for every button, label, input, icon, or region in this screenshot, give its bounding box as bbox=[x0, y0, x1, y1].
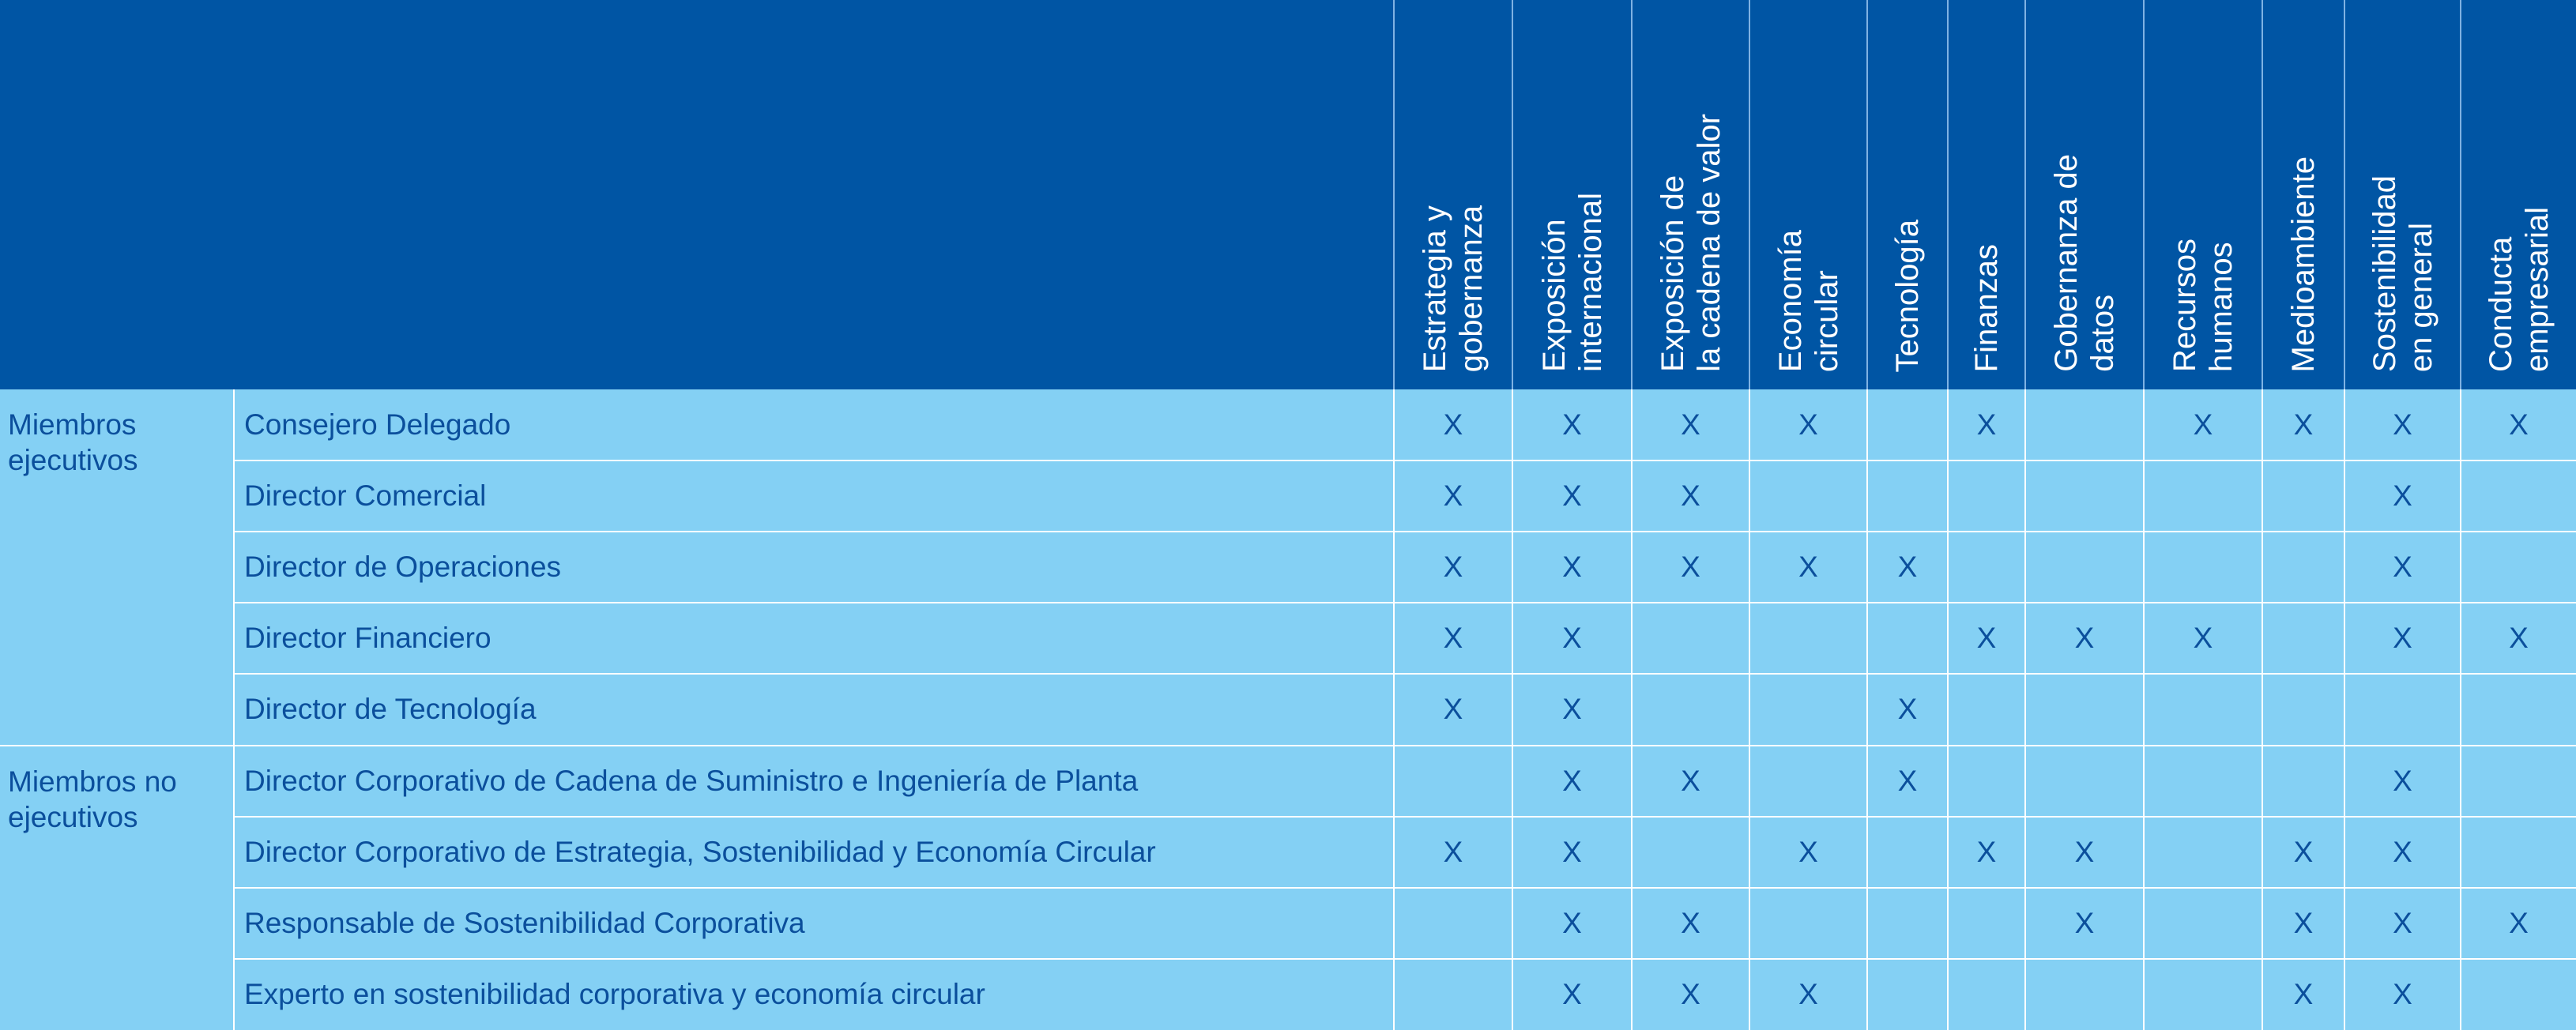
competency-cell bbox=[2461, 959, 2576, 1030]
competency-cell bbox=[2461, 389, 2576, 460]
competency-mark: X bbox=[1562, 764, 1582, 797]
column-header-label: Sostenibilidad en general bbox=[2367, 175, 2439, 372]
competency-cell bbox=[2344, 389, 2461, 460]
competency-cell bbox=[1512, 460, 1632, 532]
competency-cell bbox=[2025, 817, 2144, 888]
competency-cell bbox=[1394, 532, 1512, 603]
competency-cell bbox=[2262, 674, 2344, 745]
competency-cell bbox=[1948, 817, 2025, 888]
competency-cell bbox=[1948, 959, 2025, 1030]
column-header-label: Conducta empresarial bbox=[2483, 207, 2555, 372]
competency-cell bbox=[2344, 674, 2461, 745]
competency-cell bbox=[1632, 817, 1749, 888]
competency-cell bbox=[2025, 674, 2144, 745]
competency-cell bbox=[1512, 389, 1632, 460]
competency-mark: X bbox=[2393, 622, 2412, 655]
competency-cell bbox=[1394, 603, 1512, 674]
role-name: Director Corporativo de Cadena de Suministro e Ingeniería de Planta bbox=[234, 746, 1394, 817]
column-header bbox=[1394, 0, 1512, 389]
competency-mark: X bbox=[2074, 622, 2095, 655]
competency-cell bbox=[1867, 532, 1948, 603]
competency-cell bbox=[2461, 746, 2576, 817]
competency-mark: X bbox=[1562, 835, 1582, 868]
column-header-label: Tecnología bbox=[1890, 219, 1925, 372]
competency-cell bbox=[2344, 959, 2461, 1030]
competency-cell bbox=[1867, 746, 1948, 817]
competency-cell bbox=[2461, 603, 2576, 674]
competency-cell bbox=[2025, 389, 2144, 460]
competency-cell bbox=[1867, 888, 1948, 959]
competency-mark: X bbox=[1443, 835, 1463, 868]
competency-cell bbox=[2144, 959, 2262, 1030]
competency-cell bbox=[1749, 817, 1867, 888]
column-header bbox=[2025, 0, 2144, 389]
column-header-label: Economía circular bbox=[1772, 229, 1844, 372]
competency-cell bbox=[1867, 817, 1948, 888]
competency-cell bbox=[1867, 460, 1948, 532]
table-row bbox=[0, 389, 2576, 460]
competency-cell bbox=[1512, 817, 1632, 888]
competency-mark: X bbox=[1562, 551, 1582, 584]
role-name: Consejero Delegado bbox=[234, 389, 1394, 460]
competency-cell bbox=[1394, 460, 1512, 532]
competency-cell bbox=[1394, 888, 1512, 959]
competency-mark: X bbox=[2074, 906, 2095, 939]
competency-cell bbox=[1512, 746, 1632, 817]
column-header-label: Estrategia y gobernanza bbox=[1418, 205, 1489, 372]
competency-cell bbox=[1948, 746, 2025, 817]
competency-cell bbox=[2025, 746, 2144, 817]
competency-mark: X bbox=[2509, 622, 2529, 655]
competency-cell bbox=[2144, 389, 2262, 460]
competency-cell bbox=[1948, 532, 2025, 603]
column-header bbox=[2344, 0, 2461, 389]
competency-cell bbox=[2344, 532, 2461, 603]
competency-cell bbox=[1394, 746, 1512, 817]
competency-mark: X bbox=[1976, 408, 1997, 441]
competency-cell bbox=[1867, 603, 1948, 674]
competency-mark: X bbox=[1681, 408, 1700, 441]
competency-mark: X bbox=[1562, 978, 1582, 1011]
competency-cell bbox=[2461, 460, 2576, 532]
competency-cell bbox=[2262, 532, 2344, 603]
competency-mark: X bbox=[1443, 408, 1463, 441]
role-name: Director Financiero bbox=[234, 603, 1394, 674]
competency-cell bbox=[2144, 603, 2262, 674]
competency-cell bbox=[2344, 746, 2461, 817]
competency-mark: X bbox=[1897, 693, 1918, 726]
competency-cell bbox=[1632, 746, 1749, 817]
competency-mark: X bbox=[2393, 408, 2412, 441]
competency-cell bbox=[2144, 532, 2262, 603]
competency-cell bbox=[1632, 674, 1749, 745]
competency-mark: X bbox=[1681, 551, 1700, 584]
competency-cell bbox=[1948, 389, 2025, 460]
competency-mark: X bbox=[2393, 479, 2412, 513]
competency-cell bbox=[2461, 817, 2576, 888]
competency-cell bbox=[1632, 460, 1749, 532]
competency-cell bbox=[1948, 674, 2025, 745]
competency-mark: X bbox=[1897, 764, 1918, 797]
group-label-text: Miembros no ejecutivos bbox=[8, 765, 177, 833]
role-name: Responsable de Sostenibilidad Corporativa bbox=[234, 888, 1394, 959]
competency-cell bbox=[1749, 888, 1867, 959]
competency-mark: X bbox=[1798, 551, 1818, 584]
competency-mark: X bbox=[1443, 622, 1463, 655]
competency-mark: X bbox=[1681, 479, 1700, 513]
role-name: Director de Operaciones bbox=[234, 532, 1394, 603]
column-header-label: Exposición de la cadena de valor bbox=[1655, 114, 1727, 372]
competency-mark: X bbox=[2393, 978, 2412, 1011]
competency-cell bbox=[1512, 603, 1632, 674]
competency-mark: X bbox=[1681, 764, 1700, 797]
header-blank-area bbox=[0, 0, 1394, 389]
competency-cell bbox=[2025, 460, 2144, 532]
competency-cell bbox=[1948, 603, 2025, 674]
competency-cell bbox=[1749, 603, 1867, 674]
competency-mark: X bbox=[2393, 906, 2412, 939]
competency-cell bbox=[2262, 389, 2344, 460]
competency-cell bbox=[1749, 746, 1867, 817]
column-header bbox=[1512, 0, 1632, 389]
column-header bbox=[1749, 0, 1867, 389]
competency-cell bbox=[2144, 817, 2262, 888]
competency-cell bbox=[1394, 389, 1512, 460]
competency-cell bbox=[2262, 817, 2344, 888]
competency-cell bbox=[2025, 532, 2144, 603]
competency-mark: X bbox=[2393, 551, 2412, 584]
competency-cell bbox=[2262, 603, 2344, 674]
competency-mark: X bbox=[1897, 551, 1918, 584]
competency-cell bbox=[1948, 460, 2025, 532]
column-header-label: Exposición internacional bbox=[1536, 193, 1608, 372]
group-label bbox=[0, 389, 234, 746]
competency-mark: X bbox=[1681, 978, 1700, 1011]
competency-cell bbox=[1512, 959, 1632, 1030]
competency-cell bbox=[2344, 460, 2461, 532]
competency-mark: X bbox=[1562, 479, 1582, 513]
competency-cell bbox=[2262, 460, 2344, 532]
competency-mark: X bbox=[2393, 835, 2412, 868]
competency-cell bbox=[1394, 959, 1512, 1030]
table-row bbox=[0, 603, 2576, 674]
competency-mark: X bbox=[2393, 764, 2412, 797]
competency-cell bbox=[2461, 674, 2576, 745]
role-name: Director Corporativo de Estrategia, Sostenibilidad y Economía Circular bbox=[234, 817, 1394, 888]
column-header-label: Recursos humanos bbox=[2167, 239, 2239, 372]
competency-mark: X bbox=[1798, 408, 1818, 441]
competency-cell bbox=[1867, 674, 1948, 745]
competency-cell bbox=[2262, 888, 2344, 959]
competency-cell bbox=[1749, 674, 1867, 745]
competency-cell bbox=[1632, 959, 1749, 1030]
competency-mark: X bbox=[1681, 906, 1700, 939]
competency-mark: X bbox=[1562, 906, 1582, 939]
group-label bbox=[0, 746, 234, 1030]
competency-cell bbox=[1512, 888, 1632, 959]
competency-cell bbox=[2144, 746, 2262, 817]
competency-mark: X bbox=[1562, 693, 1582, 726]
competency-mark: X bbox=[2193, 408, 2213, 441]
competency-cell bbox=[2144, 674, 2262, 745]
competency-cell bbox=[1749, 532, 1867, 603]
column-header-label: Medioambiente bbox=[2286, 156, 2321, 372]
competency-cell bbox=[1948, 888, 2025, 959]
column-header bbox=[2461, 0, 2576, 389]
table-row bbox=[0, 674, 2576, 745]
column-header bbox=[1632, 0, 1749, 389]
competency-cell bbox=[1394, 817, 1512, 888]
competency-cell bbox=[1867, 959, 1948, 1030]
column-header bbox=[2262, 0, 2344, 389]
column-header-label: Gobernanza de datos bbox=[2049, 154, 2120, 372]
column-header bbox=[1867, 0, 1948, 389]
competency-mark: X bbox=[1798, 978, 1818, 1011]
competency-mark: X bbox=[1798, 835, 1818, 868]
competency-cell bbox=[1632, 389, 1749, 460]
competency-cell bbox=[2025, 888, 2144, 959]
column-header bbox=[2144, 0, 2262, 389]
competency-cell bbox=[1512, 532, 1632, 603]
table-row bbox=[0, 532, 2576, 603]
competency-mark: X bbox=[2193, 622, 2213, 655]
header-row bbox=[0, 0, 2576, 389]
role-name: Director de Tecnología bbox=[234, 674, 1394, 745]
competency-mark: X bbox=[1976, 622, 1997, 655]
competency-cell bbox=[1749, 959, 1867, 1030]
role-name: Experto en sostenibilidad corporativa y economía circular bbox=[234, 959, 1394, 1030]
competency-mark: X bbox=[2293, 906, 2314, 939]
competency-mark: X bbox=[1562, 408, 1582, 441]
competency-cell bbox=[1632, 888, 1749, 959]
table-row bbox=[0, 746, 2576, 817]
competency-mark: X bbox=[2293, 408, 2314, 441]
competency-mark: X bbox=[1976, 835, 1997, 868]
group-label-text: Miembros ejecutivos bbox=[8, 408, 138, 476]
competency-cell bbox=[1749, 389, 1867, 460]
competency-cell bbox=[1394, 674, 1512, 745]
competency-cell bbox=[2144, 460, 2262, 532]
competency-cell bbox=[1749, 460, 1867, 532]
competency-mark: X bbox=[1443, 551, 1463, 584]
competency-cell bbox=[2144, 888, 2262, 959]
table-row bbox=[0, 888, 2576, 959]
competency-cell bbox=[2461, 888, 2576, 959]
table-row bbox=[0, 959, 2576, 1030]
column-header bbox=[1948, 0, 2025, 389]
competency-mark: X bbox=[1562, 622, 1582, 655]
column-header-label: Finanzas bbox=[1969, 243, 2004, 372]
competency-mark: X bbox=[2509, 906, 2529, 939]
matrix-body bbox=[0, 389, 2576, 1030]
competency-cell bbox=[2461, 532, 2576, 603]
competency-mark: X bbox=[1443, 693, 1463, 726]
role-name: Director Comercial bbox=[234, 460, 1394, 532]
competency-mark: X bbox=[2293, 978, 2314, 1011]
table-row bbox=[0, 817, 2576, 888]
competency-cell bbox=[1632, 603, 1749, 674]
competency-cell bbox=[2025, 603, 2144, 674]
competency-cell bbox=[2025, 959, 2144, 1030]
competency-cell bbox=[1867, 389, 1948, 460]
competency-mark: X bbox=[1443, 479, 1463, 513]
competency-cell bbox=[1512, 674, 1632, 745]
competency-cell bbox=[2262, 959, 2344, 1030]
table-row bbox=[0, 460, 2576, 532]
competency-cell bbox=[2344, 888, 2461, 959]
competency-cell bbox=[2344, 817, 2461, 888]
competency-cell bbox=[1632, 532, 1749, 603]
competency-mark: X bbox=[2509, 408, 2529, 441]
competency-mark: X bbox=[2293, 835, 2314, 868]
competency-cell bbox=[2344, 603, 2461, 674]
competency-cell bbox=[2262, 746, 2344, 817]
competency-mark: X bbox=[2074, 835, 2095, 868]
